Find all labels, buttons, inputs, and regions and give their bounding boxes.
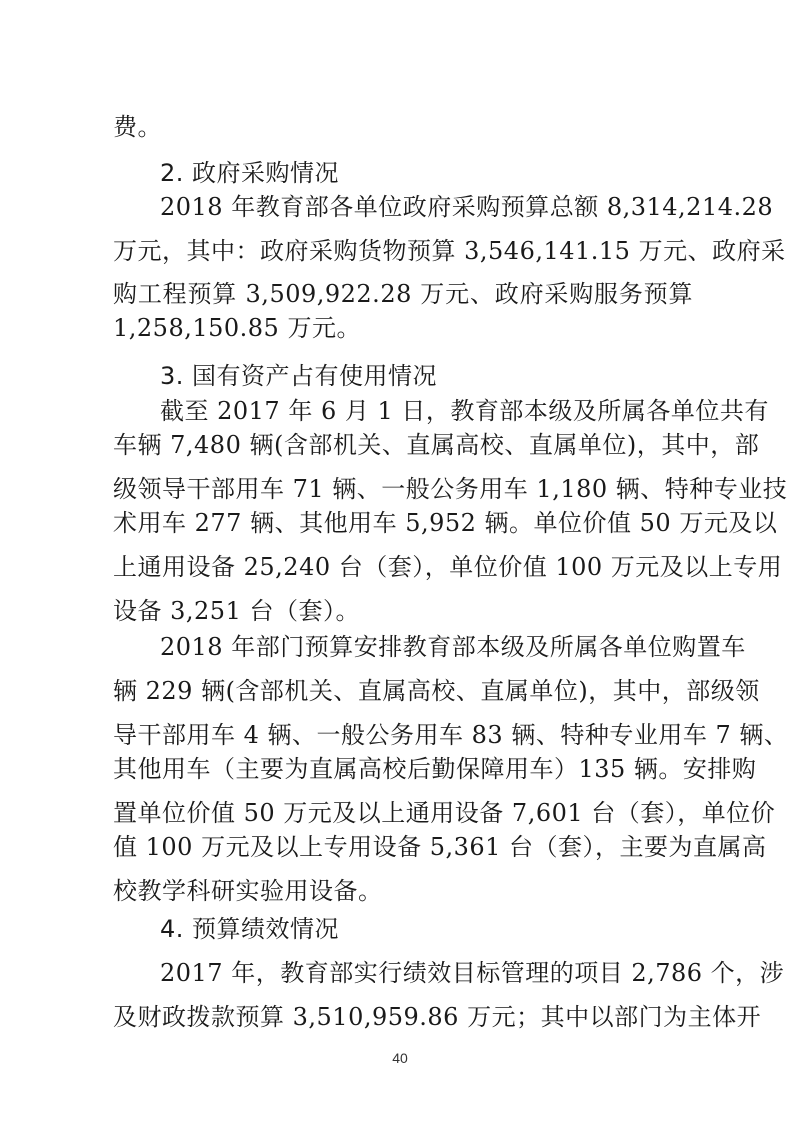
paragraph-line: 上通用设备 25,240 台（套），单位价值 100 万元及以上专用: [113, 553, 783, 581]
paragraph-line: 万元，其中：政府采购货物预算 3,546,141.15 万元、政府采: [113, 237, 786, 265]
section-heading-assets: 3. 国有资产占有使用情况: [160, 362, 438, 390]
section-heading-procurement: 2. 政府采购情况: [160, 159, 340, 187]
continuation-text: 费。: [113, 113, 162, 141]
paragraph-line: 置单位价值 50 万元及以上通用设备 7,601 台（套），单位价: [113, 799, 776, 827]
paragraph-line: 术用车 277 辆、其他用车 5,952 辆。单位价值 50 万元及以: [113, 509, 778, 537]
paragraph-line: 校教学科研实验用设备。: [113, 877, 383, 905]
paragraph-line: 设备 3,251 台（套）。: [113, 597, 360, 625]
paragraph-line: 车辆 7,480 辆(含部机关、直属高校、直属单位)，其中，部: [113, 431, 760, 459]
paragraph-line: 2018 年部门预算安排教育部本级及所属各单位购置车: [160, 633, 746, 661]
paragraph-line: 值 100 万元及以上专用设备 5,361 台（套），主要为直属高: [113, 833, 767, 861]
page-number: 40: [392, 1050, 408, 1066]
paragraph-line: 截至 2017 年 6 月 1 日，教育部本级及所属各单位共有: [160, 397, 769, 425]
paragraph-line: 及财政拨款预算 3,510,959.86 万元；其中以部门为主体开: [113, 1003, 762, 1031]
section-heading-performance: 4. 预算绩效情况: [160, 915, 340, 943]
paragraph-line: 辆 229 辆(含部机关、直属高校、直属单位)，其中，部级领: [113, 677, 760, 705]
paragraph-line: 导干部用车 4 辆、一般公务用车 83 辆、特种专业用车 7 辆、: [113, 721, 789, 749]
paragraph-line: 其他用车（主要为直属高校后勤保障用车）135 辆。安排购: [113, 755, 757, 783]
paragraph-line: 2017 年，教育部实行绩效目标管理的项目 2,786 个，涉: [160, 959, 785, 987]
paragraph-line: 购工程预算 3,509,922.28 万元、政府采购服务预算: [113, 280, 693, 308]
paragraph-line: 级领导干部用车 71 辆、一般公务用车 1,180 辆、特种专业技: [113, 475, 788, 503]
paragraph-line: 2018 年教育部各单位政府采购预算总额 8,314,214.28: [160, 193, 774, 221]
paragraph-line: 1,258,150.85 万元。: [113, 314, 361, 342]
